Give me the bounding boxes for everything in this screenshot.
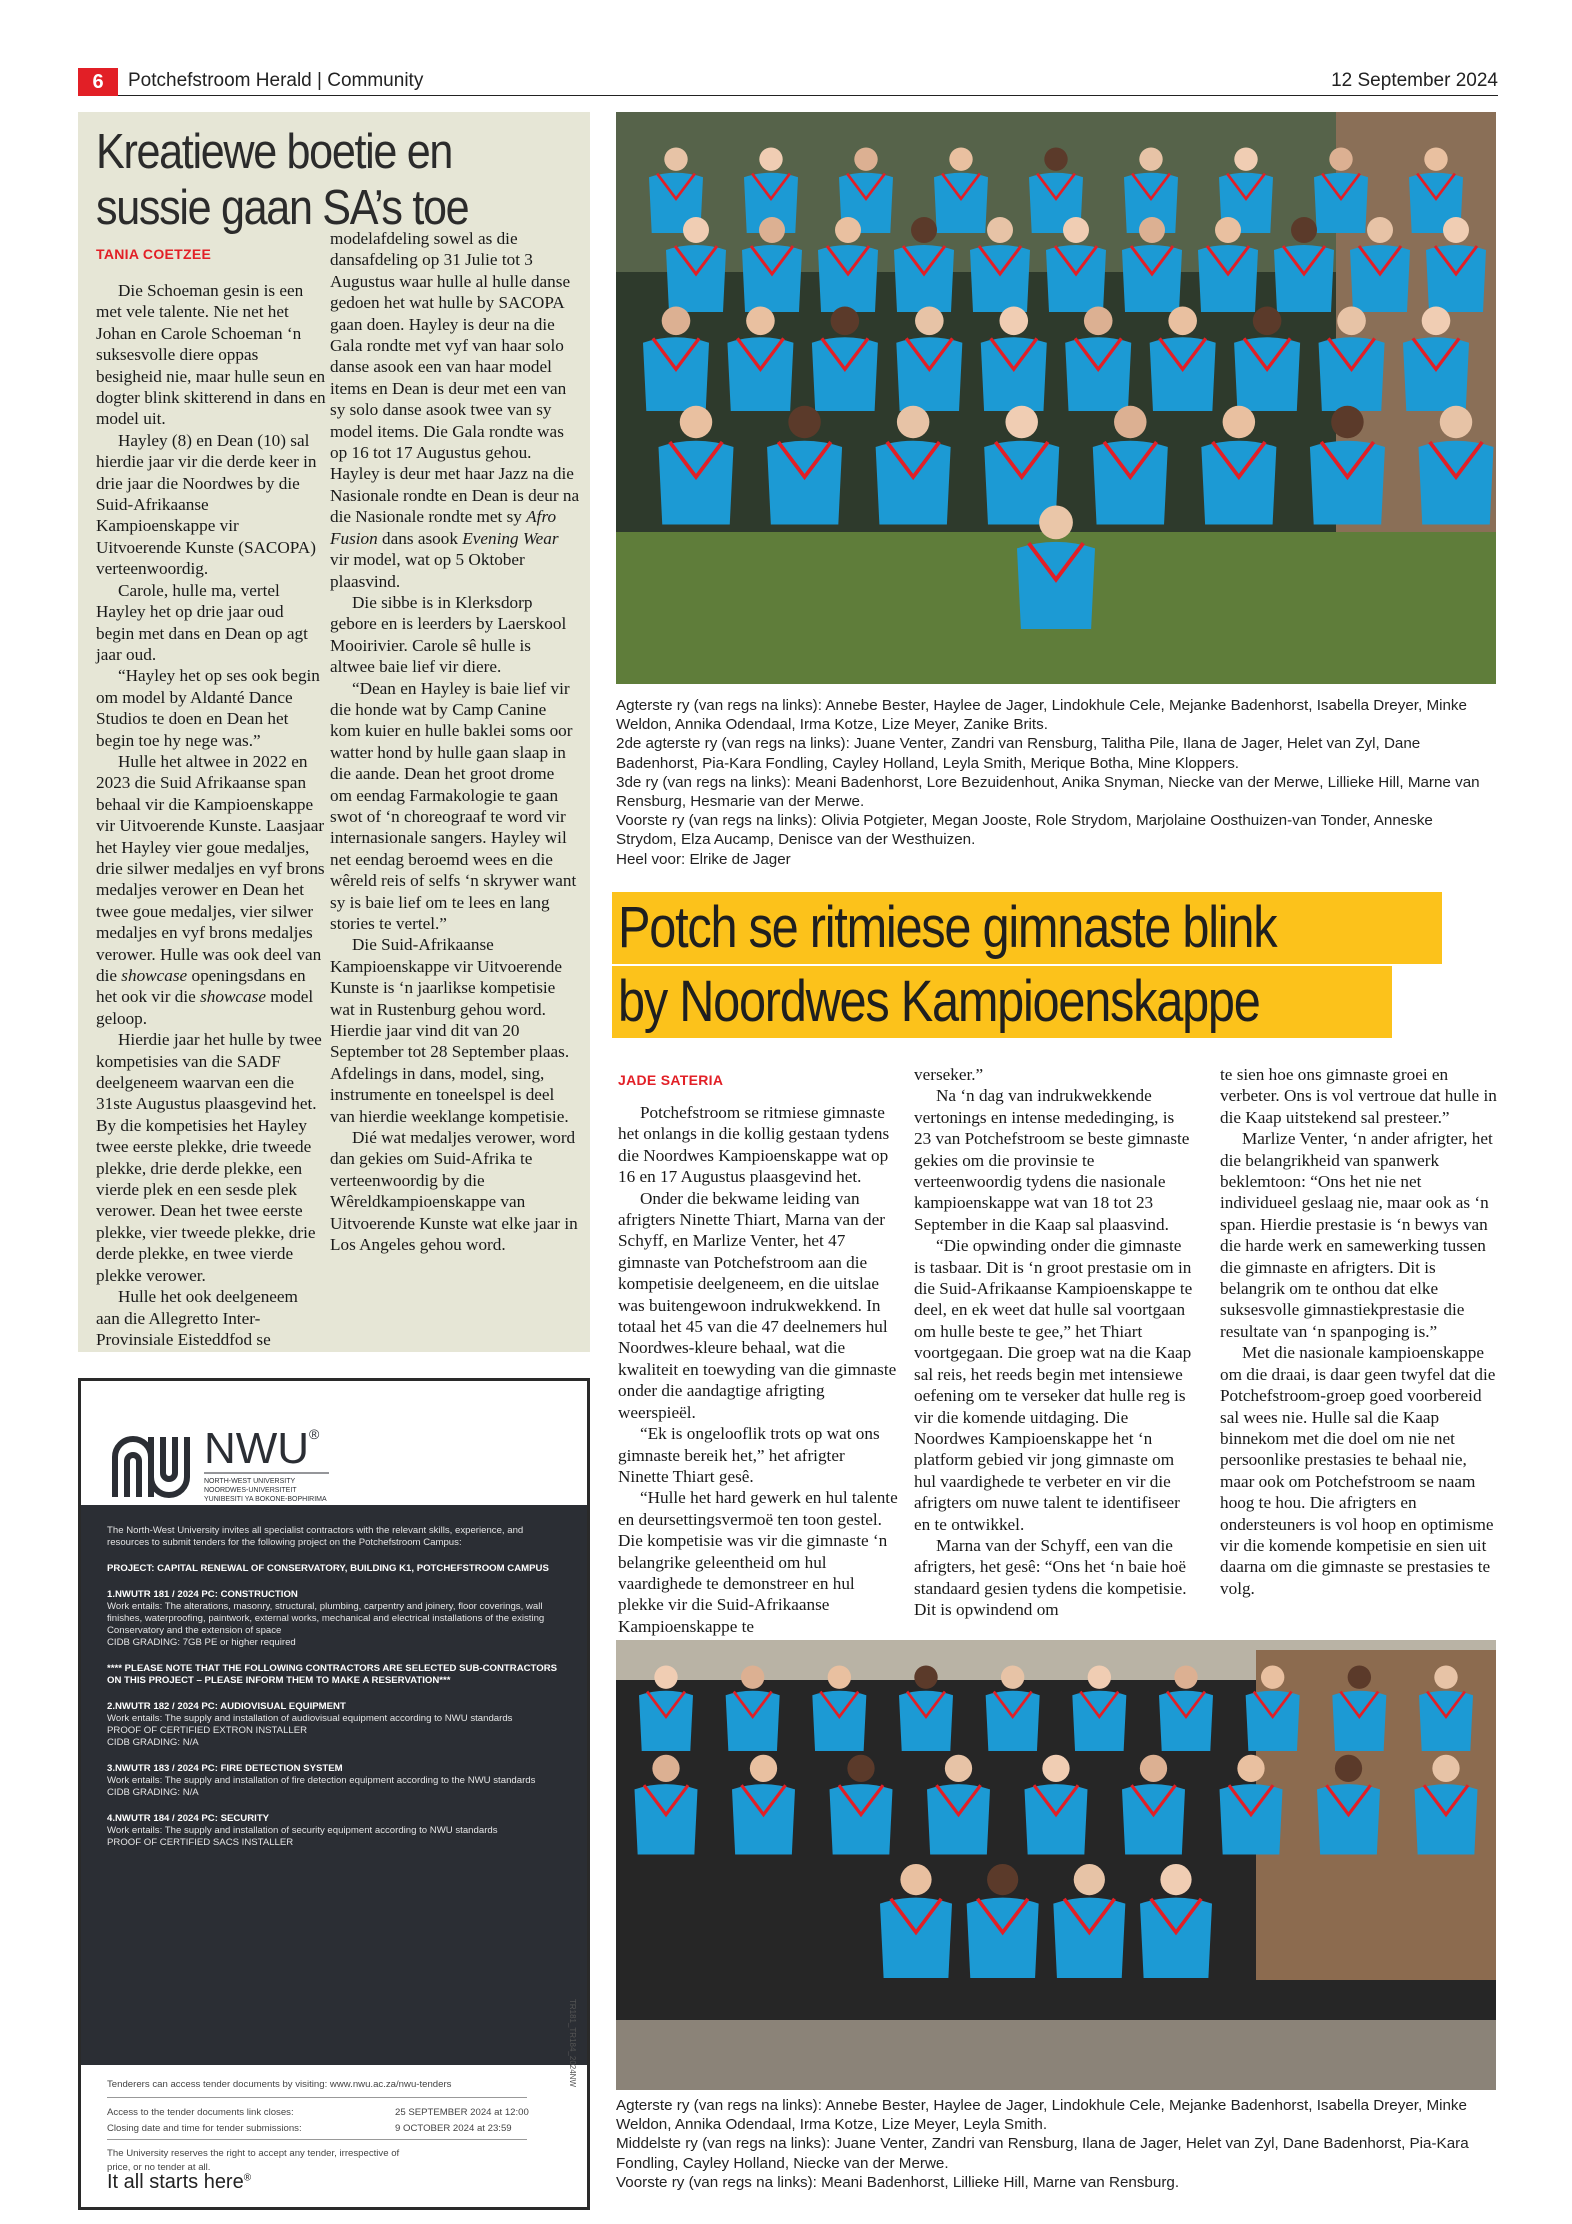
head-shape xyxy=(1044,148,1067,171)
leotard-shape xyxy=(1332,1691,1386,1751)
submit-value: 9 OCTOBER 2024 at 23:59 xyxy=(395,2123,512,2134)
leotard-shape xyxy=(643,337,709,411)
tender-proof: PROOF OF CERTIFIED EXTRON INSTALLER xyxy=(107,1725,308,1736)
leotard-shape xyxy=(1072,1691,1126,1751)
story2-byline: JADE SATERIA xyxy=(618,1072,724,1088)
head-shape xyxy=(1331,406,1364,439)
head-shape xyxy=(831,307,860,336)
nwu-sub-afrikaans: NOORDWES-UNIVERSITEIT xyxy=(204,1487,297,1494)
head-shape xyxy=(1261,1666,1284,1689)
tender-item-2 xyxy=(107,1701,563,1749)
head-shape xyxy=(900,1864,931,1895)
leotard-shape xyxy=(981,337,1047,411)
head-shape xyxy=(683,217,709,243)
italic-run: Evening Wear xyxy=(462,528,559,548)
story2-column-1 xyxy=(618,1102,898,1637)
head-shape xyxy=(949,148,972,171)
head-shape xyxy=(1042,1755,1069,1782)
head-shape xyxy=(652,1755,679,1782)
paragraph: Dié wat medaljes verower, word dan gekies om Suid-Afrika te verteenwoordig by die Wêreldkampioenskappe van Uitvoerende Kunste wat elke jaar in Los Angeles gehou word. xyxy=(330,1128,578,1255)
head-shape xyxy=(1234,148,1257,171)
head-shape xyxy=(1139,217,1165,243)
head-shape xyxy=(664,148,687,171)
tender-body: Work entails: The supply and installation of security equipment according to NWU standards xyxy=(107,1825,498,1836)
leotard-shape xyxy=(1310,441,1385,525)
reserve-note: The University reserves the right to accept any tender, irrespective of price, or no tender at all. xyxy=(107,2148,400,2173)
head-shape xyxy=(915,307,944,336)
leotard-shape xyxy=(899,1691,953,1751)
head-shape xyxy=(1348,1666,1371,1689)
head-shape xyxy=(1063,217,1089,243)
head-shape xyxy=(662,307,691,336)
leotard-shape xyxy=(1350,245,1410,312)
head-shape xyxy=(1139,148,1162,171)
leotard-shape xyxy=(818,245,878,312)
head-shape xyxy=(1432,1755,1459,1782)
paragraph: Hulle het ook deelgeneem aan die Allegretto Inter-Provinsiale Eisteddfod se xyxy=(96,1287,298,1349)
paragraph: Marna van der Schyff, een van die afrigters, het gesê: “Ons het ‘n baie hoë standaard gesien tydens die kompetisie. Dit is opwindend om xyxy=(914,1535,1187,1620)
caption-line: 2de agterste ry (van regs na links): Juane Venter, Zandri van Rensburg, Talitha Pile, Ilana de Jager, Helet van Zyl, Dane Badenhorst, Pia-Kara Fondling, Cayley Holland, Leyla Smith, Merique Botha, Mine Kloppers. xyxy=(616,735,1421,772)
italic-run: showcase xyxy=(200,987,266,1007)
paragraph xyxy=(96,751,326,1029)
head-shape xyxy=(759,148,782,171)
leotard-shape xyxy=(1234,337,1300,411)
paragraph: “Die opwinding onder die gimnaste is tasbaar. Dit is ‘n groot prestasie om in die Suid-Afrikaanse Kampioenskappe te deel, en ek weet dat hulle sal voortgaan om hulle beste te gee,” het Thiart voortgegaan. Die groep wat na die Kaap sal reis, het reeds begin met intensiewe oefening om te verseker dat hulle reg is vir die komende uitdaging. Die Noordwes Kampioenskappe het ‘n platform gebied vir jong gimnaste om hul vaardighede te verbeter en vir die afrigters om nuwe talent te identifiseer en te ontwikkel. xyxy=(914,1236,1193,1534)
head-shape xyxy=(1174,1666,1197,1689)
leotard-shape xyxy=(1314,173,1368,233)
tender-intro: The North-West University invites all specialist contractors with the relevant skills, experience, and resources to submit tenders for the following project on the Potchefstroom Campus: xyxy=(107,1525,524,1548)
tender-title: 1.NWUTR 181 / 2024 PC: CONSTRUCTION xyxy=(107,1589,298,1600)
head-shape xyxy=(999,307,1028,336)
caption-line: Voorste ry (van regs na links): Olivia Potgieter, Megan Jooste, Role Strydom, Marjolaine Oosthuizen-van Tonder, Anneske Strydom, Elza Aucamp, Denisce van der Westhuizen. xyxy=(616,812,1433,849)
headline-band xyxy=(612,892,1442,964)
leotard-shape xyxy=(970,245,1030,312)
leotard-shape xyxy=(1426,245,1486,312)
paragraph: Die Suid-Afrikaanse Kampioenskappe vir Uitvoerende Kunste is ‘n jaarlikse kompetisie wat in Rustenburg gehou word. Hierdie jaar vind dit van 20 September tot 28 September plaas. Afdelings in dans, model, sing, instrumente en toneelspel is deel van hierdie weeklange kompetisie. xyxy=(330,935,570,1126)
leotard-shape xyxy=(1053,1898,1125,1978)
tender-item-4 xyxy=(107,1813,563,1849)
page-header xyxy=(78,68,1498,96)
paragraph: “Dean en Hayley is baie lief vir die honde wat by Camp Canine kom kuier en hulle baklei soms oor watter hond by hulle gaan slaap in die aande. Dean het groot drome om eendag Farmakologie te gaan swot of ‘n choreograaf te word vir internasionale sangers. Hayley wil net eendag beroemd wees en die wêreld reis of selfs ‘n skrywer want sy is baie lief om te lees en lang stories te vertel.” xyxy=(330,678,577,933)
leotard-shape xyxy=(1046,245,1106,312)
paragraph: Die Schoeman gesin is een met vele talente. Nie net het Johan en Carole Schoeman ‘n suksesvolle diere oppas besigheid nie, maar hulle seun en dogter blink skitterend in dans en model uit. xyxy=(96,281,326,429)
leotard-shape xyxy=(1017,542,1095,629)
paragraph: Onder die bekwame leiding van afrigters Ninette Thiart, Marna van der Schyff, en Marlize Venter, het 47 gimnaste van Potchefstroom aan die kompetisie deelgeneem, en die uitslae was buitengewoon indrukwekkend. In totaal het 45 van die 47 deelnemers hul Noordwes-kleure behaal, wat die kwaliteit en toewyding van die gimnaste onder die aandagtige afrigting weerspieël. xyxy=(618,1188,897,1422)
leotard-shape xyxy=(659,441,734,525)
story-creative-siblings xyxy=(78,112,590,1352)
headline-line: Kreatiewe boetie en xyxy=(96,125,453,179)
leotard-shape xyxy=(934,173,988,233)
leotard-shape xyxy=(812,1691,866,1751)
head-shape xyxy=(654,1666,677,1689)
head-shape xyxy=(1039,506,1073,540)
leotard-shape xyxy=(1274,245,1334,312)
tender-item-1 xyxy=(107,1589,563,1649)
head-shape xyxy=(1114,406,1147,439)
gymnasts-group-photo-2 xyxy=(616,1640,1496,2090)
caption-line: Heel voor: Elrike de Jager xyxy=(616,850,791,868)
paragraph xyxy=(330,228,580,592)
leotard-shape xyxy=(1159,1691,1213,1751)
head-shape xyxy=(835,217,861,243)
leotard-shape xyxy=(1415,1784,1478,1854)
leotard-shape xyxy=(666,245,726,312)
leotard-shape xyxy=(767,441,842,525)
tender-project xyxy=(107,1563,563,1575)
leotard-shape xyxy=(1140,1898,1212,1978)
head-shape xyxy=(1074,1864,1105,1895)
headline-line: Potch se ritmiese gimnaste blink xyxy=(618,895,1277,960)
head-shape xyxy=(750,1755,777,1782)
leotard-shape xyxy=(1319,337,1385,411)
tender-proof: PROOF OF CERTIFIED SACS INSTALLER xyxy=(107,1837,294,1848)
leotard-shape xyxy=(967,1898,1039,1978)
caption-line: Agterste ry (van regs na links): Annebe Bester, Haylee de Jager, Lindokhule Cele, Mejanke Badenhorst, Isabella Dreyer, Minke Weldon, Annika Odendaal, Irma Kotze, Lize Meyer, Leyla Smith. xyxy=(616,2097,1467,2134)
head-shape xyxy=(788,406,821,439)
paragraph: Marlize Venter, ‘n ander afrigter, het die belangrikheid van spanwerk beklemtoon: “Ons het nie net individueel geslaag nie, maar ook as ‘n span. Hierdie prestasie is ‘n bewys van die harde werk en samewerking tussen die gimnaste en afrigters. Dit is belangrik om te onthou dat elke suksesvolle gimnastiekprestasie die resultate van ‘n spanpoging is.” xyxy=(1220,1129,1493,1341)
head-shape xyxy=(1084,307,1113,336)
leotard-shape xyxy=(1198,245,1258,312)
head-shape xyxy=(1088,1666,1111,1689)
head-shape xyxy=(1329,148,1352,171)
headline-band xyxy=(612,966,1392,1038)
registered-mark: ® xyxy=(309,1426,320,1442)
leotard-shape xyxy=(726,1691,780,1751)
text-run: openingsdans en het ook vir die xyxy=(96,966,306,1007)
head-shape xyxy=(1440,406,1473,439)
leotard-shape xyxy=(927,1784,990,1854)
tender-body: Work entails: The supply and installation of fire detection equipment according to the NWU standards xyxy=(107,1775,536,1786)
text-run: Hulle het altwee in 2022 en 2023 die Suid Afrikaanse span behaal vir die Kampioenskappe vir Uitvoerende Kunste. Laasjaar het Hayley vier goue medaljes, drie silwer medaljes en vyf brons medaljes verower en Dean het twee goue medaljes, vier silwer medaljes en vyf brons medaljes verower. Hulle was ook deel van die xyxy=(96,751,325,985)
head-shape xyxy=(1335,1755,1362,1782)
head-shape xyxy=(1424,148,1447,171)
close-label: Access to the tender documents link closes: xyxy=(107,2107,294,2118)
paragraph: Hayley (8) en Dean (10) sal hierdie jaar vir die derde keer in drie jaar die Noordwes by die Suid-Afrikaanse Kampioenskappe vir Uitvoerende Kunste (SACOPA) verteenwoordig. xyxy=(96,430,317,579)
photo-illustration xyxy=(616,112,1496,684)
nwu-tender-advert xyxy=(78,1378,590,2210)
notice-text: **** PLEASE NOTE THAT THE FOLLOWING CONTRACTORS ARE SELECTED SUB-CONTRACTORS ON THIS PROJECT – PLEASE INFORM THEM TO MAKE A RESERVATION*** xyxy=(107,1663,558,1686)
leotard-shape xyxy=(894,245,954,312)
leotard-shape xyxy=(727,337,793,411)
head-shape xyxy=(1160,1864,1191,1895)
submit-label: Closing date and time for tender submissions: xyxy=(107,2123,302,2134)
head-shape xyxy=(1291,217,1317,243)
leotard-shape xyxy=(742,245,802,312)
publication-name: Potchefstroom Herald | Community xyxy=(128,70,424,91)
leotard-shape xyxy=(1122,245,1182,312)
leotard-shape xyxy=(1317,1784,1380,1854)
head-shape xyxy=(759,217,785,243)
close-value: 25 SEPTEMBER 2024 at 12:00 xyxy=(395,2107,529,2118)
story2-column-2 xyxy=(914,1064,1194,1621)
text-run: model geloop. xyxy=(96,987,314,1028)
head-shape xyxy=(945,1755,972,1782)
head-shape xyxy=(1215,217,1241,243)
text-run: dans asook xyxy=(377,528,463,548)
head-shape xyxy=(847,1755,874,1782)
head-shape xyxy=(1005,406,1038,439)
nwu-emblem-icon xyxy=(115,1437,187,1497)
story1-byline: TANIA COETZEE xyxy=(96,246,212,262)
leotard-shape xyxy=(812,337,878,411)
head-shape xyxy=(1337,307,1366,336)
leotard-shape xyxy=(732,1784,795,1854)
head-shape xyxy=(1443,217,1469,243)
tagline-text: It all starts here xyxy=(107,2171,244,2193)
head-shape xyxy=(1237,1755,1264,1782)
nwu-tagline xyxy=(107,2171,251,2194)
caption-line: Middelste ry (van regs na links): Juane Venter, Zandri van Rensburg, Ilana de Jager, Helet van Zyl, Dane Badenhorst, Pia-Kara Fondling, Cayley Holland, Niecke van der Merwe. xyxy=(616,2135,1469,2172)
leotard-shape xyxy=(1403,337,1469,411)
story1-column-2 xyxy=(330,228,580,1256)
story1-column-1 xyxy=(96,280,326,1350)
tender-body: Work entails: The supply and installation of audiovisual equipment according to NWU standards xyxy=(107,1713,513,1724)
leotard-shape xyxy=(1025,1784,1088,1854)
leotard-shape xyxy=(880,1898,952,1978)
head-shape xyxy=(1253,307,1282,336)
tender-grading: CIDB GRADING: N/A xyxy=(107,1737,199,1748)
tender-body: Work entails: The alterations, masonry, structural, plumbing, carpentry and joinery, floor coverings, wall finishes, waterproofing, paintwork, external works, mechanical and electrical installations of the existing Conservatory and the extension of space xyxy=(107,1601,545,1636)
caption-line: Agterste ry (van regs na links): Annebe Bester, Haylee de Jager, Lindokhule Cele, Mejanke Badenhorst, Isabella Dreyer, Minke Weldon, Annika Odendaal, Irma Kotze, Lize Meyer, Zanike Brits. xyxy=(616,697,1467,734)
story1-headline xyxy=(96,124,518,236)
registered-mark: ® xyxy=(243,2172,252,2184)
tender-item-3 xyxy=(107,1763,563,1799)
leotard-shape xyxy=(1093,441,1168,525)
advert-code: TR181_TR184_2024NW xyxy=(568,1998,577,2087)
leotard-shape xyxy=(1065,337,1131,411)
story2-headline xyxy=(612,892,1442,1042)
head-shape xyxy=(1140,1755,1167,1782)
tender-grading: CIDB GRADING: N/A xyxy=(107,1787,199,1798)
head-shape xyxy=(1422,307,1451,336)
leotard-shape xyxy=(986,1691,1040,1751)
head-shape xyxy=(987,1864,1018,1895)
headline-line: sussie gaan SA’s toe xyxy=(96,181,469,235)
story2-column-3 xyxy=(1220,1064,1498,1599)
text-run: modelafdeling sowel as die dansafdeling op 31 Julie tot 3 Augustus waar hulle al hulle danse gedoen het wat hulle by SACOPA gaan doen. Hayley is deur na die Gala rondte met vyf van haar solo danse asook een van haar model items en Dean is deur met een van sy solo danse asook twee van sy model items. Die Gala rondte was op 16 tot 17 Augustus gehou. Hayley is deur met haar Jazz na die Nasionale rondte en Dean is deur na die Nasionale rondte met sy xyxy=(330,229,580,527)
paragraph: te sien hoe ons gimnaste groei en verbeter. Ons is vol vertroue dat hulle in die Kaap uitstekend sal presteer.” xyxy=(1220,1065,1497,1127)
nwu-sub-setswana: YUNIBESITI YA BOKONE-BOPHIRIMA xyxy=(204,1496,327,1503)
divider xyxy=(107,2139,527,2140)
leotard-shape xyxy=(1220,1784,1283,1854)
caption-line: 3de ry (van regs na links): Meani Badenhorst, Lore Bezuidenhout, Anika Snyman, Niecke van der Merwe, Lillieke Hill, Marne van Rensburg, Hesmarie van der Merwe. xyxy=(616,773,1480,811)
italic-run: showcase xyxy=(121,966,188,985)
leotard-shape xyxy=(1150,337,1216,411)
tender-access-line: Tenderers can access tender documents by visiting: www.nwu.ac.za/nwu-tenders xyxy=(107,2079,452,2090)
photo2-caption xyxy=(616,2096,1496,2192)
leotard-shape xyxy=(830,1784,893,1854)
leotard-shape xyxy=(876,441,951,525)
leotard-shape xyxy=(1419,441,1494,525)
nwu-logo xyxy=(109,1417,559,1507)
head-shape xyxy=(1367,217,1393,243)
page-number: 6 xyxy=(78,68,118,96)
tender-title: 3.NWUTR 183 / 2024 PC: FIRE DETECTION SYSTEM xyxy=(107,1763,343,1774)
leotard-shape xyxy=(1419,1691,1473,1751)
tender-grading: CIDB GRADING: 7GB PE or higher required xyxy=(107,1637,296,1648)
head-shape xyxy=(987,217,1013,243)
leotard-shape xyxy=(1246,1691,1300,1751)
head-shape xyxy=(897,406,930,439)
tender-details-panel xyxy=(81,1505,587,2065)
tender-title: 2.NWUTR 182 / 2024 PC: AUDIOVISUAL EQUIPMENT xyxy=(107,1701,346,1712)
paragraph: Potchefstroom se ritmiese gimnaste het onlangs in die kollig gestaan tydens die Noordwes Kampioenskappe wat op 16 en 17 Augustus plaasgevind het. xyxy=(618,1103,890,1187)
leotard-shape xyxy=(1122,1784,1185,1854)
head-shape xyxy=(1001,1666,1024,1689)
photo-illustration xyxy=(616,1640,1496,2090)
nwu-wordmark: NWU xyxy=(204,1424,310,1473)
head-shape xyxy=(911,217,937,243)
leotard-shape xyxy=(896,337,962,411)
head-shape xyxy=(1434,1666,1457,1689)
head-shape xyxy=(828,1666,851,1689)
divider xyxy=(107,2097,527,2098)
project-title: PROJECT: CAPITAL RENEWAL OF CONSERVATORY, BUILDING K1, POTCHEFSTROOM CAMPUS xyxy=(107,1563,549,1574)
caption-line: Voorste ry (van regs na links): Meani Badenhorst, Lillieke Hill, Marne van Rensburg. xyxy=(616,2173,1180,2191)
head-shape xyxy=(914,1666,937,1689)
paragraph: verseker.” xyxy=(914,1065,984,1084)
paragraph: “Ek is ongelooflik trots op wat ons gimnaste bereik het,” het afrigter Ninette Thiart gesê. xyxy=(618,1424,880,1486)
tender-notice xyxy=(107,1663,563,1687)
head-shape xyxy=(1168,307,1197,336)
paragraph: Hierdie jaar het hulle by twee kompetisies van die SADF deelgeneem waarvan een die 31ste Augustus plaasgevind het. By die kompetisies het Hayley twee eerste plekke, drie tweede plekke, drie derde plekke, een vierde plek en een sesde plek verower. Dean het twee eerste plekke, vier tweede plekke, drie derde plekke, en twee vierde plekke verower. xyxy=(96,1030,322,1285)
paragraph: Carole, hulle ma, vertel Hayley het op drie jaar oud begin met dans en Dean op agt jaar oud. xyxy=(96,580,308,664)
paragraph: Die sibbe is in Klerksdorp gebore en is leerders by Laerskool Mooirivier. Carole sê hulle is altwee baie lief vir diere. xyxy=(330,592,567,677)
nwu-sub-english: NORTH-WEST UNIVERSITY xyxy=(204,1478,296,1485)
head-shape xyxy=(1223,406,1256,439)
leotard-shape xyxy=(1201,441,1276,525)
text-run: vir model, wat op 5 Oktober plaasvind. xyxy=(330,550,525,591)
paragraph: “Hayley het op ses ook begin om model by Aldanté Dance Studios te doen en Dean het begin toe hy nege was.” xyxy=(96,666,320,750)
head-shape xyxy=(741,1666,764,1689)
photo1-caption xyxy=(616,696,1496,869)
head-shape xyxy=(680,406,713,439)
issue-date: 12 September 2024 xyxy=(1331,70,1498,91)
headline-line: by Noordwes Kampioenskappe xyxy=(618,969,1260,1034)
leotard-shape xyxy=(635,1784,698,1854)
paragraph: Na ‘n dag van indrukwekkende vertonings en intense mededinging, is 23 van Potchefstroom se beste gimnaste gekies om die provinsie te verteenwoordig tydens die nasionale kampioenskappe wat van 18 tot 23 September in die Kaap sal plaasvind. xyxy=(914,1086,1190,1234)
paragraph: Met die nasionale kampioenskappe om die draai, is daar geen twyfel dat die Potchefstroom-groep goed voorbereid sal wees nie. Hulle sal die Kaap binnekom met die doel om nie net persoonlike prestasies te behaal nie, maar ook om Potchefstroom se naam hoog te hou. Die afrigters en ondersteuners is vol hoop en optimisme vir die komende kompetisie en sien uit daarna om die gimnaste se prestasies te volg. xyxy=(1220,1343,1496,1598)
gymnasts-group-photo-1 xyxy=(616,112,1496,684)
leotard-shape xyxy=(639,1691,693,1751)
head-shape xyxy=(746,307,775,336)
paragraph: “Hulle het hard gewerk en hul talente en deursettingsvermoë ten toon gestel. Die kompetisie was vir die gimnaste ‘n belangrike geleentheid om hul vaardighede te demonstreer en hul plekke vir die Suid-Afrikaanse Kampioenskappe te xyxy=(618,1488,898,1636)
italic-run: Afro Fusion xyxy=(330,507,557,548)
tender-title: 4.NWUTR 184 / 2024 PC: SECURITY xyxy=(107,1813,270,1824)
head-shape xyxy=(854,148,877,171)
